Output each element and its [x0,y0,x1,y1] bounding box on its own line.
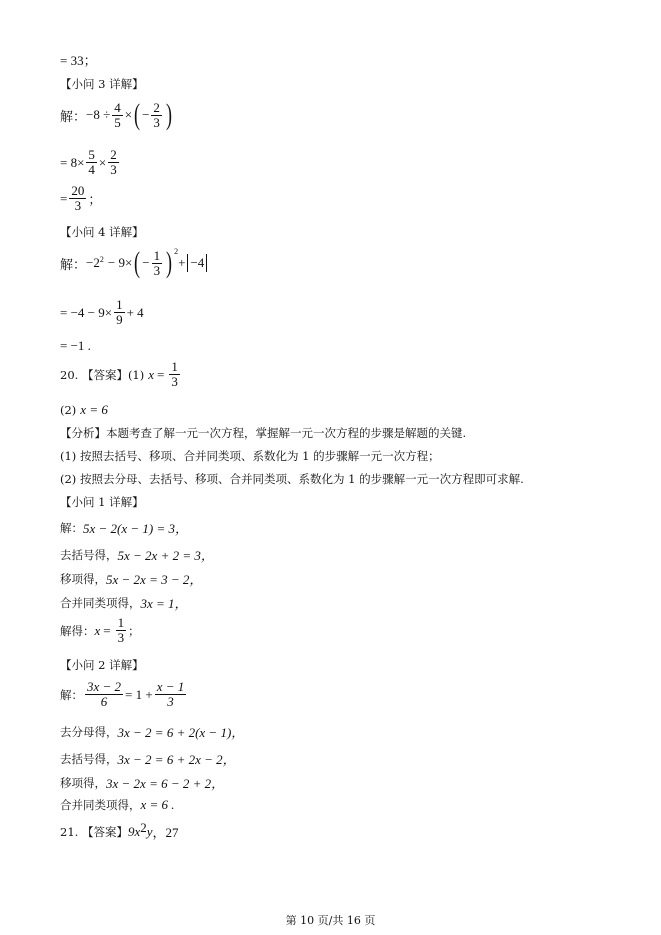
absolute-value: −4 [187,254,207,272]
s2-line-1: 解： $\frac{3x - 2}{6}$ = 1 + $\frac{x - 1}{3}$ [60,679,185,709]
line-subq3-expression: 解： −8 ÷ $\frac{4}{5}$ × ( − $\frac{2}{3}$ ) [60,98,172,131]
fraction-3x-2-over-6: $\frac{3x - 2}{6}$ [87,679,122,709]
fraction-2-3: $\frac{2}{3}$ [153,99,160,130]
line-subq4-expression: 解： −2 $^2$ − 9× ( − $\frac{1}{3}$ ) $^2$ + −4 [60,248,209,278]
fraction-4-5: $\frac{4}{5}$ [114,99,121,130]
s2-line-5: 合并同类项得， x = 6 . [60,797,175,812]
line-subq3-result: = $\frac{20}{3}$ ； [60,183,102,213]
s1-line-4: 合并同类项得， 3x = 1， [60,595,188,611]
fraction-1-3-answer: $\frac{1}{3}$ [171,359,178,389]
fraction-1-3-solve: $\frac{1}{3}$ [117,615,125,645]
s2-line-3: 去括号得， 3x − 2 = 6 + 2x − 2， [60,751,236,767]
q20-answer-2: (2) x = 6 [60,402,108,417]
fraction-2-3b: $\frac{2}{3}$ [110,147,117,177]
heading-subq-4: 【小问 4 详解】 [60,225,144,239]
s1-line-1: 解： 5x − 2(x − 1) = 3， [60,520,189,536]
s2-line-4: 移项得， 3x − 2x = 6 − 2 + 2， [60,775,225,791]
heading-subq-3: 【小问 3 详解】 [60,77,144,91]
line-subq3-step1: = 8× $\frac{5}{4}$ × $\frac{2}{3}$ [60,147,117,177]
s1-line-5: 解得： x = $\frac{1}{3}$ ； [60,615,140,645]
line-subq4-result: = −1 . [60,338,91,353]
s1-line-3: 移项得， 5x − 2x = 3 − 2， [60,571,203,587]
fraction-5-4: $\frac{5}{4}$ [88,147,95,177]
heading-subq-1: 【小问 1 详解】 [60,495,144,509]
s1-line-2: 去括号得， 5x − 2x + 2 = 3， [60,547,214,563]
analysis-2: (2) 按照去分母、去括号、移项、合并同类项、系数化为 1 的步骤解一元一次方程即可求解. [60,472,524,486]
fraction-x-1-over-3: $\frac{x - 1}{3}$ [156,679,185,709]
q20-answer: 20. 【答案】(1) x = $\frac{1}{3}$ [60,359,178,389]
fraction-20-3: $\frac{20}{3}$ [71,183,85,213]
line-subq4-step1: = −4 − 9× $\frac{1}{9}$ + 4 [60,297,144,327]
line-result-33: = 33； [60,53,97,68]
fraction-1-3: $\frac{1}{3}$ [153,247,161,278]
q21-answer: 21. 【答案】 9x $^2$ y ，27 [60,819,179,840]
s2-line-2: 去分母得， 3x − 2 = 6 + 2(x − 1)， [60,724,245,740]
page-footer: 第 10 页/共 16 页 [285,914,376,927]
analysis-1: (1) 按照去括号、移项、合并同类项、系数化为 1 的步骤解一元一次方程； [60,449,440,463]
fraction-1-9: $\frac{1}{9}$ [116,297,123,327]
heading-subq-2: 【小问 2 详解】 [60,658,144,672]
analysis: 【分析】本题考查了解一元一次方程，掌握解一元一次方程的步骤是解题的关键. [60,426,467,440]
